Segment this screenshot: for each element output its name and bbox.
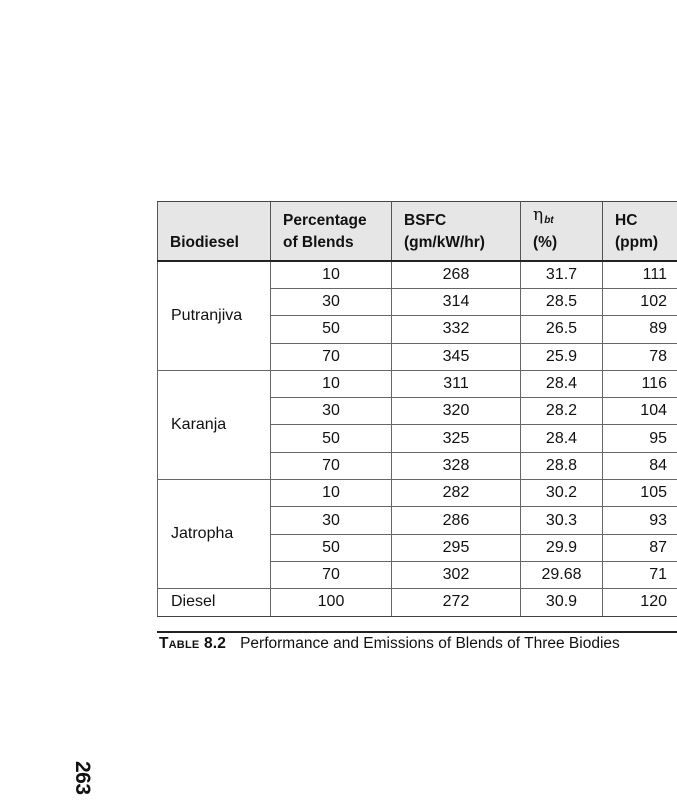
header-bsfc-line1: BSFC xyxy=(404,212,447,229)
header-hc-line2: (ppm) xyxy=(615,234,659,251)
table-header-row xyxy=(158,202,677,262)
biodiesel-name: Jatropha xyxy=(158,480,271,589)
blend-cell: 30 xyxy=(271,507,392,534)
caption-divider xyxy=(157,631,677,633)
efficiency-cell: 31.7 xyxy=(521,261,603,289)
table-row xyxy=(158,480,677,507)
performance-emissions-table xyxy=(157,201,677,617)
bsfc-cell: 295 xyxy=(392,534,521,561)
header-biodiesel-label: Biodiesel xyxy=(170,234,239,251)
bsfc-cell: 328 xyxy=(392,452,521,479)
blend-cell: 70 xyxy=(271,343,392,370)
bsfc-cell: 320 xyxy=(392,398,521,425)
hc-cell: 95 xyxy=(603,425,677,452)
bsfc-cell: 286 xyxy=(392,507,521,534)
hc-cell: 89 xyxy=(603,316,677,343)
efficiency-cell: 28.5 xyxy=(521,289,603,316)
efficiency-cell: 28.4 xyxy=(521,425,603,452)
blend-cell: 10 xyxy=(271,480,392,507)
eta-symbol: η xyxy=(533,205,544,225)
hc-cell: 93 xyxy=(603,507,677,534)
blend-cell: 50 xyxy=(271,534,392,561)
caption-label xyxy=(159,635,226,652)
blend-cell: 50 xyxy=(271,425,392,452)
header-efficiency xyxy=(521,202,603,262)
blend-cell: 70 xyxy=(271,561,392,588)
results-table-container xyxy=(157,201,677,617)
header-percentage-line1: Percentage xyxy=(283,212,367,229)
efficiency-cell: 26.5 xyxy=(521,316,603,343)
hc-cell: 105 xyxy=(603,480,677,507)
table-row xyxy=(158,370,677,397)
table-row xyxy=(158,589,677,616)
bsfc-cell: 311 xyxy=(392,370,521,397)
blend-cell: 30 xyxy=(271,398,392,425)
hc-cell: 78 xyxy=(603,343,677,370)
hc-cell: 120 xyxy=(603,589,677,616)
bsfc-cell: 272 xyxy=(392,589,521,616)
caption-label-number: 8.2 xyxy=(203,635,227,652)
hc-cell: 87 xyxy=(603,534,677,561)
hc-cell: 71 xyxy=(603,561,677,588)
table-body xyxy=(158,261,677,616)
header-hc-line1: HC xyxy=(615,212,638,229)
efficiency-cell: 30.9 xyxy=(521,589,603,616)
blend-cell: 10 xyxy=(271,261,392,289)
header-bsfc xyxy=(392,202,521,262)
header-biodiesel xyxy=(158,202,271,262)
bsfc-cell: 325 xyxy=(392,425,521,452)
efficiency-cell: 28.4 xyxy=(521,370,603,397)
efficiency-cell: 29.9 xyxy=(521,534,603,561)
header-percentage-line2: of Blends xyxy=(283,234,354,251)
hc-cell: 104 xyxy=(603,398,677,425)
caption-label-word: Table xyxy=(159,635,200,652)
efficiency-cell: 28.8 xyxy=(521,452,603,479)
hc-cell: 102 xyxy=(603,289,677,316)
bsfc-cell: 302 xyxy=(392,561,521,588)
efficiency-cell: 30.2 xyxy=(521,480,603,507)
efficiency-cell: 25.9 xyxy=(521,343,603,370)
header-efficiency-unit: (%) xyxy=(533,234,558,251)
bsfc-cell: 314 xyxy=(392,289,521,316)
efficiency-cell: 30.3 xyxy=(521,507,603,534)
hc-cell: 116 xyxy=(603,370,677,397)
blend-cell: 70 xyxy=(271,452,392,479)
eta-subscript: bt xyxy=(544,215,554,226)
efficiency-cell: 29.68 xyxy=(521,561,603,588)
table-caption xyxy=(159,634,620,654)
page-number: 263 xyxy=(71,761,94,795)
header-bsfc-line2: (gm/kW/hr) xyxy=(404,234,485,251)
hc-cell: 84 xyxy=(603,452,677,479)
blend-cell: 50 xyxy=(271,316,392,343)
hc-cell: 111 xyxy=(603,261,677,289)
blend-cell: 100 xyxy=(271,589,392,616)
header-percentage xyxy=(271,202,392,262)
biodiesel-name: Putranjiva xyxy=(158,261,271,370)
bsfc-cell: 282 xyxy=(392,480,521,507)
blend-cell: 30 xyxy=(271,289,392,316)
biodiesel-name: Karanja xyxy=(158,370,271,479)
efficiency-cell: 28.2 xyxy=(521,398,603,425)
header-hc xyxy=(603,202,677,262)
bsfc-cell: 332 xyxy=(392,316,521,343)
bsfc-cell: 345 xyxy=(392,343,521,370)
table-row xyxy=(158,261,677,289)
caption-text: Performance and Emissions of Blends of Three Biodies xyxy=(240,635,620,652)
biodiesel-name: Diesel xyxy=(158,589,271,616)
header-efficiency-line1 xyxy=(533,204,594,232)
blend-cell: 10 xyxy=(271,370,392,397)
bsfc-cell: 268 xyxy=(392,261,521,289)
